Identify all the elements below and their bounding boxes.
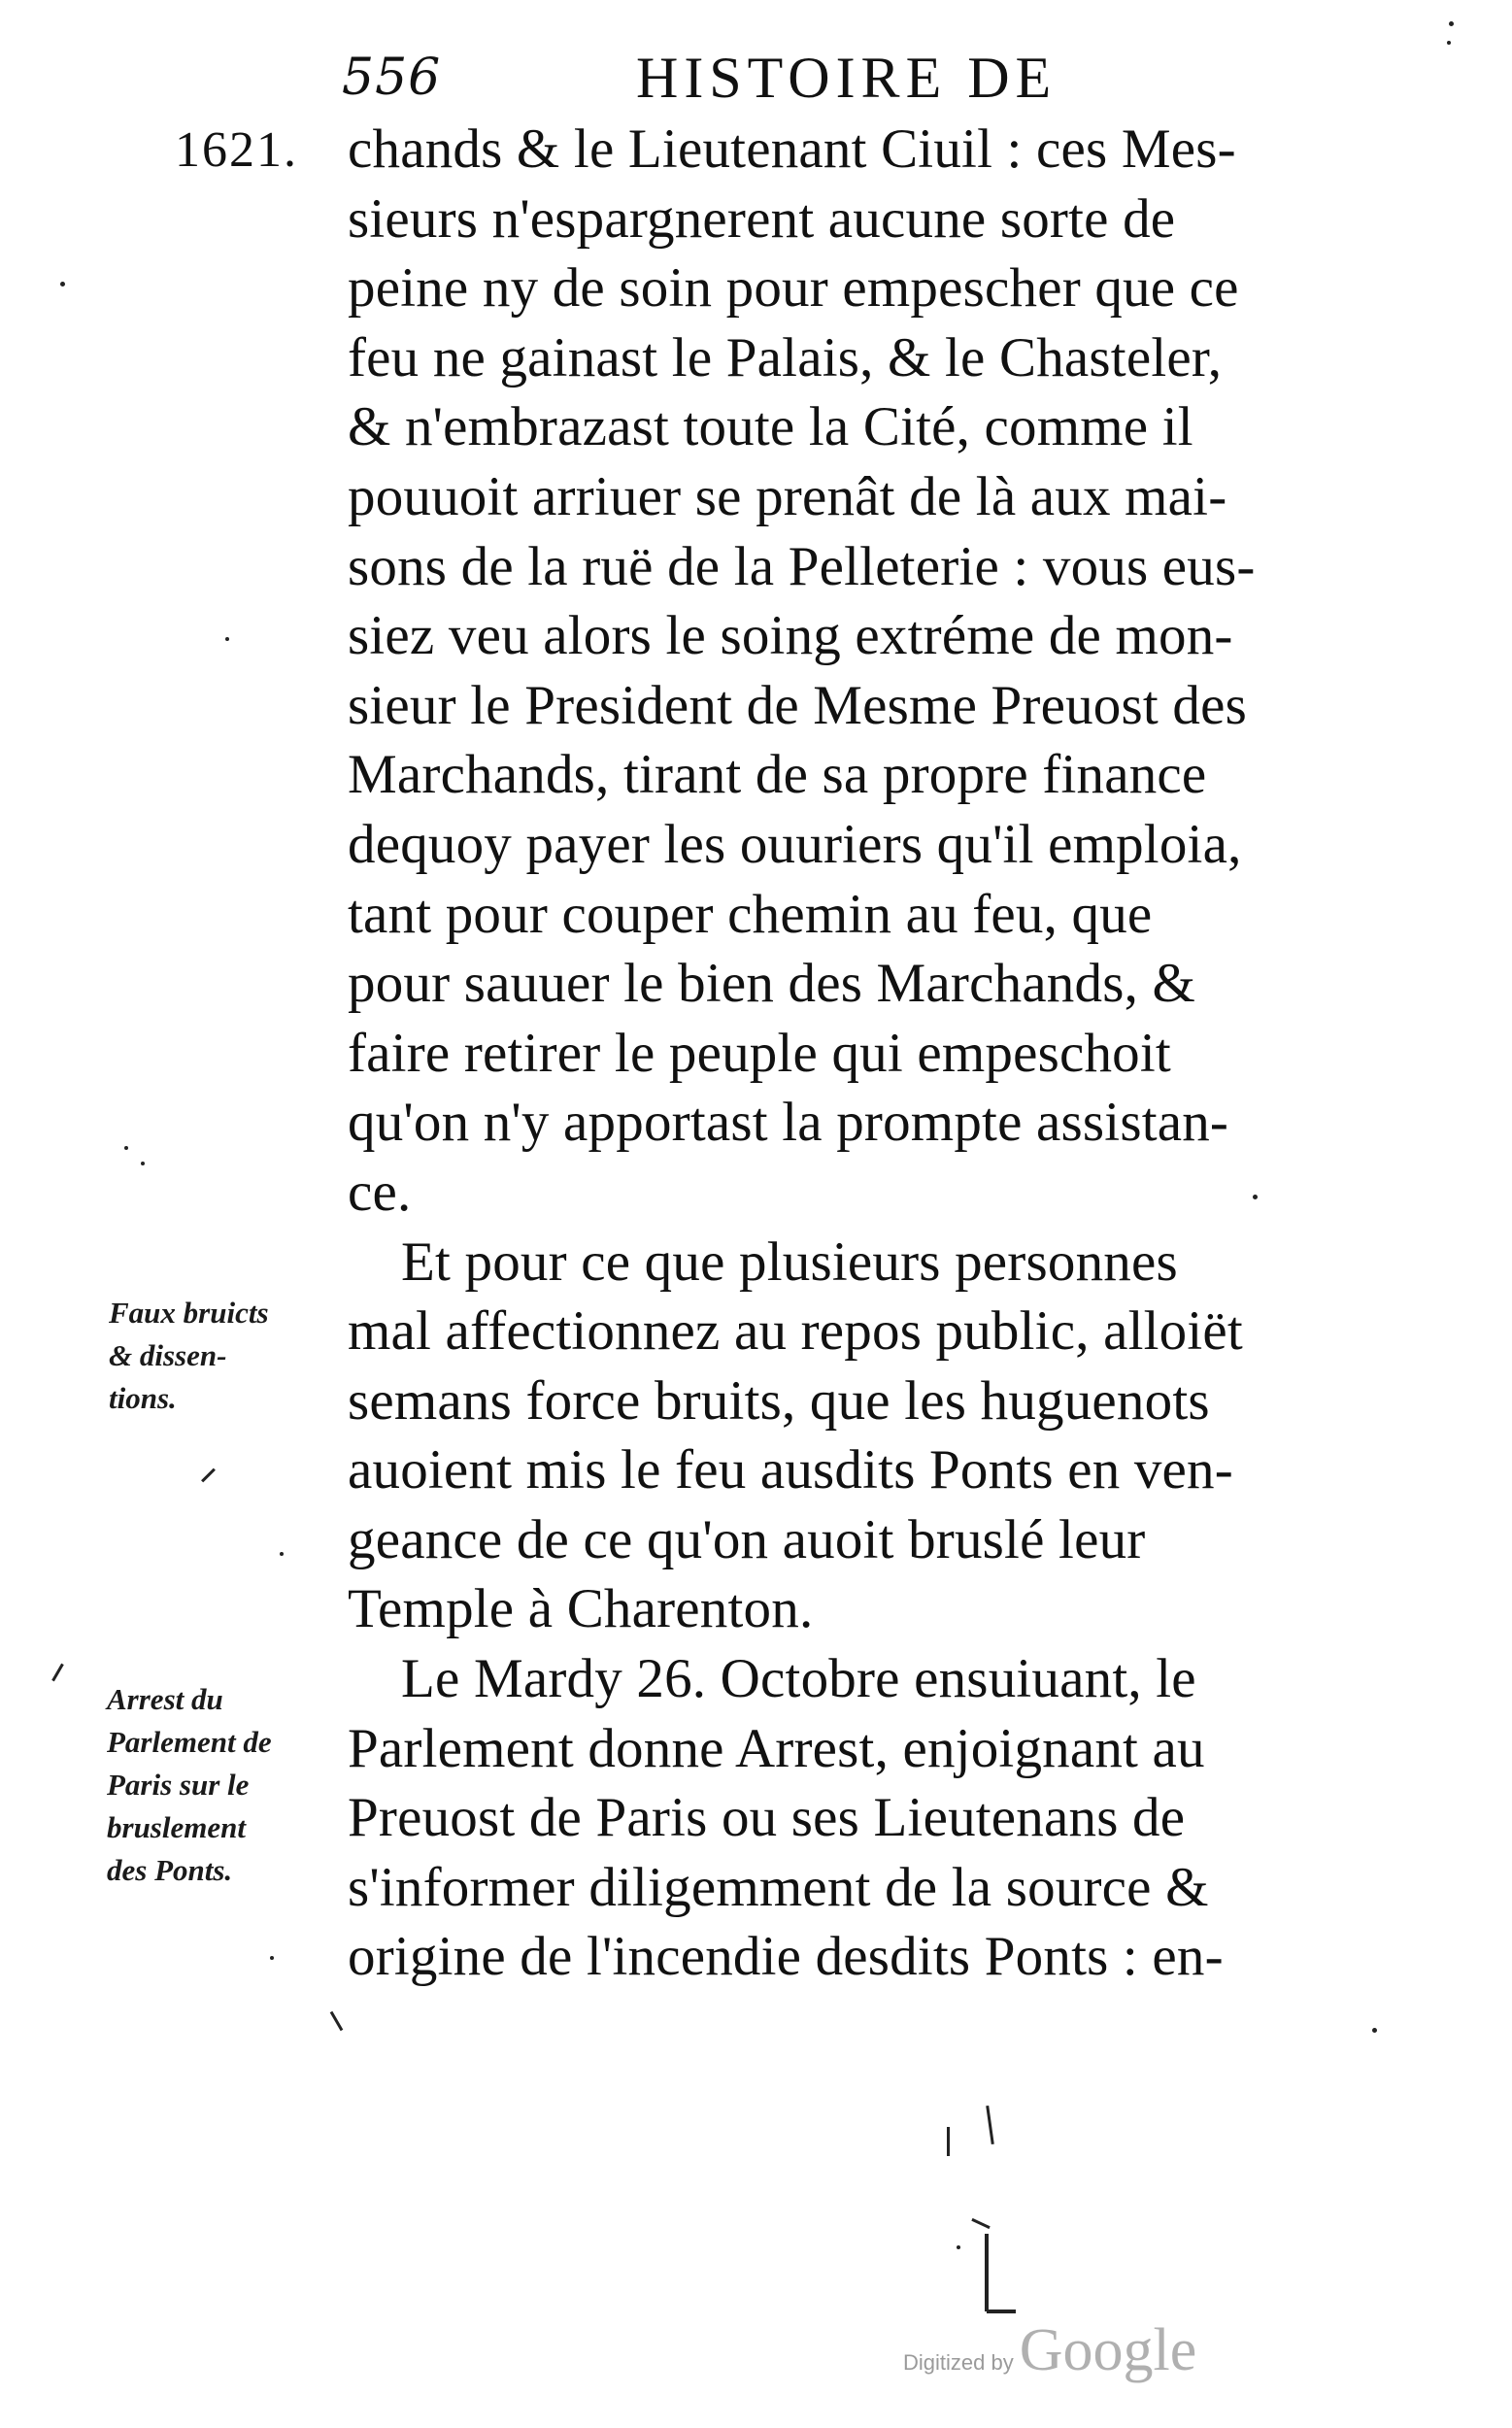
scan-mark bbox=[986, 2106, 994, 2144]
google-logo: Google bbox=[1019, 2317, 1197, 2383]
scan-speck bbox=[124, 1146, 128, 1150]
text-line: Temple à Charenton. bbox=[348, 1578, 814, 1640]
text-line: s'informer diligemment de la source & bbox=[348, 1856, 1209, 1918]
text-line: pour sauuer le bien des Marchands, & bbox=[348, 953, 1196, 1015]
text-line: peine ny de soin pour empescher que ce bbox=[348, 257, 1239, 320]
text-line: ce. bbox=[348, 1161, 412, 1223]
text-line: siez veu alors le soing extréme de mon- bbox=[348, 605, 1233, 667]
margin-note-line: & dissen- bbox=[109, 1338, 227, 1372]
scan-mark bbox=[201, 1468, 216, 1483]
scan-mark bbox=[971, 2218, 990, 2229]
scan-mark bbox=[51, 1664, 64, 1682]
scan-mark bbox=[985, 2234, 989, 2311]
body-text bbox=[348, 115, 1367, 1992]
margin-note-line: bruslement bbox=[107, 1810, 246, 1844]
text-line: Preuost de Paris ou ses Lieutenans de bbox=[348, 1787, 1186, 1849]
scan-speck bbox=[280, 1552, 284, 1556]
watermark-prefix: Digitized by bbox=[903, 2350, 1014, 2375]
text-line: mal affectionnez au repos public, alloiët bbox=[348, 1300, 1243, 1363]
text-line: sieur le President de Mesme Preuost des bbox=[348, 674, 1247, 736]
scan-speck bbox=[141, 1162, 145, 1165]
page-number: 556 bbox=[342, 49, 442, 107]
text-line: faire retirer le peuple qui empeschoit bbox=[348, 1022, 1171, 1084]
scan-mark bbox=[947, 2127, 950, 2156]
digitized-by-google-watermark bbox=[903, 2316, 1196, 2385]
text-line: & n'embrazast toute la Cité, comme il bbox=[348, 396, 1193, 458]
scan-speck bbox=[60, 282, 65, 287]
margin-note-line: des Ponts. bbox=[107, 1853, 233, 1887]
scan-speck bbox=[270, 1956, 274, 1960]
margin-note-arrest bbox=[107, 1678, 272, 1892]
text-line: dequoy payer les ouuriers qu'il emploia, bbox=[348, 813, 1242, 875]
margin-note-line: tions. bbox=[109, 1381, 177, 1415]
scan-speck bbox=[1253, 1195, 1258, 1199]
scan-speck bbox=[225, 637, 229, 641]
margin-note-line: Parlement de bbox=[107, 1725, 272, 1759]
text-line: sieurs n'espargnerent aucune sorte de bbox=[348, 187, 1176, 250]
margin-note-rumors bbox=[109, 1292, 269, 1420]
text-line: origine de l'incendie desdits Ponts : en- bbox=[348, 1926, 1224, 1988]
year-margin-note: 1621. bbox=[175, 122, 298, 178]
text-line: geance de ce qu'on auoit bruslé leur bbox=[348, 1508, 1146, 1570]
text-line: sons de la ruë de la Pelleterie : vous eus- bbox=[348, 535, 1256, 597]
margin-note-line: Arrest du bbox=[107, 1682, 223, 1716]
scan-speck bbox=[1449, 21, 1454, 26]
text-line: chands & le Lieutenant Ciuil : ces Mes- bbox=[348, 118, 1236, 180]
text-line: tant pour couper chemin au feu, que bbox=[348, 883, 1153, 945]
text-line: pouuoit arriuer se prenât de là aux mai- bbox=[348, 465, 1227, 527]
scan-speck bbox=[1372, 2028, 1377, 2033]
scan-mark bbox=[330, 2011, 344, 2032]
text-line: semans force bruits, que les huguenots bbox=[348, 1369, 1210, 1432]
scan-speck bbox=[957, 2245, 960, 2249]
margin-note-line: Faux bruicts bbox=[109, 1296, 269, 1330]
scan-speck bbox=[1447, 41, 1451, 45]
text-line: Marchands, tirant de sa propre finance bbox=[348, 744, 1207, 806]
margin-note-line: Paris sur le bbox=[107, 1768, 250, 1802]
running-title: HISTOIRE DE bbox=[636, 46, 1058, 110]
text-line: auoient mis le feu ausdits Ponts en ven- bbox=[348, 1439, 1233, 1501]
text-line: Parlement donne Arrest, enjoignant au bbox=[348, 1717, 1205, 1779]
scan-mark bbox=[987, 2310, 1016, 2313]
text-line: feu ne gainast le Palais, & le Chasteler, bbox=[348, 326, 1223, 388]
paragraph-start-line: Et pour ce que plusieurs personnes bbox=[401, 1231, 1178, 1293]
text-line: qu'on n'y apportast la prompte assistan- bbox=[348, 1092, 1229, 1154]
paragraph-start-line: Le Mardy 26. Octobre ensuiuant, le bbox=[401, 1648, 1196, 1710]
